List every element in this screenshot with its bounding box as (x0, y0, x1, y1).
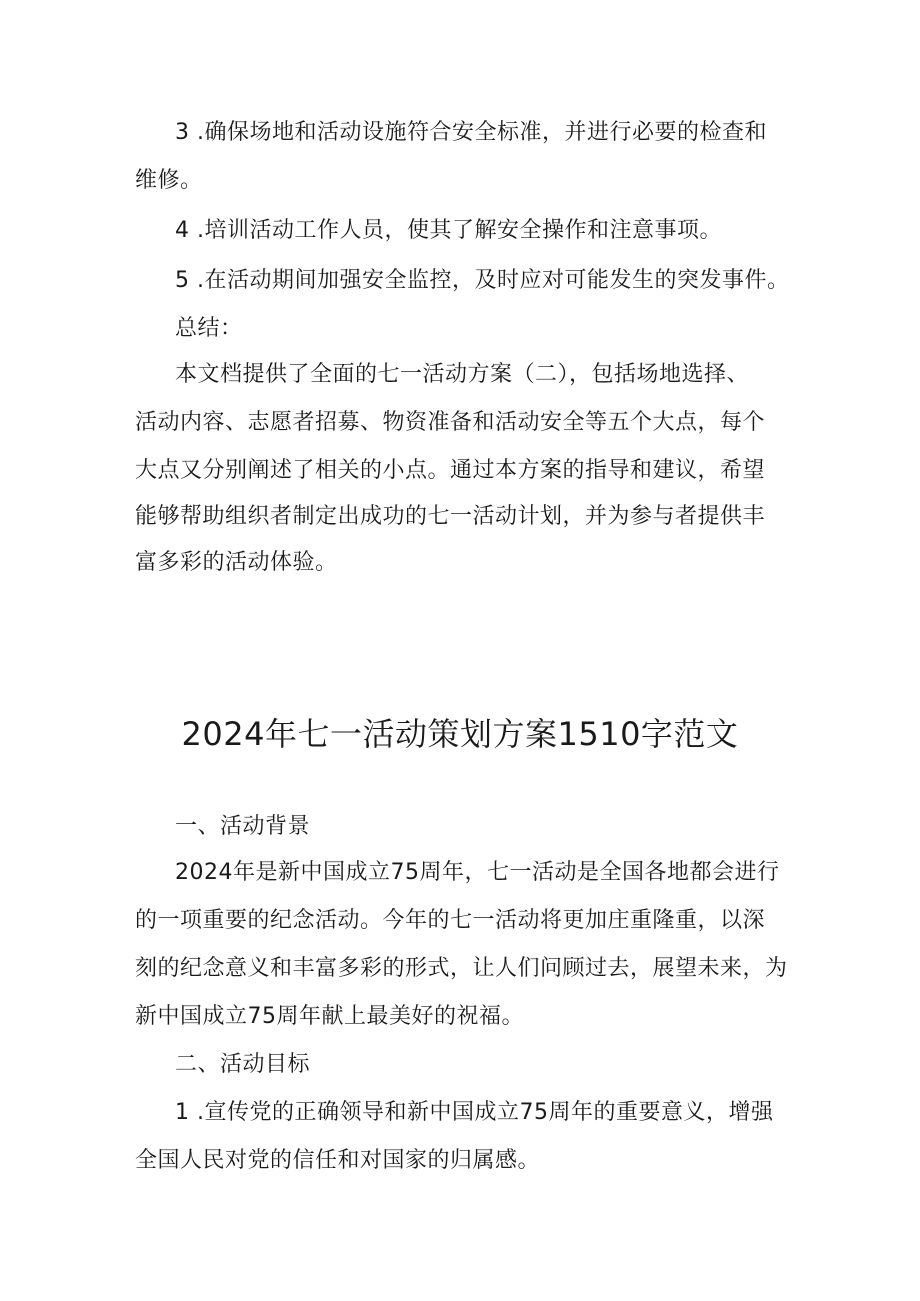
section-1-heading: 一、活动背景 (175, 814, 311, 839)
section-2-heading: 二、活动目标 (175, 1052, 311, 1077)
section-1-line-3: 刻的纪念意义和丰富多彩的形式，让人们问顾过去，展望未来，为 (135, 956, 788, 981)
summary-heading: 总结： (175, 316, 243, 341)
section-1-line-1: 2024年是新中国成立75周年，七一活动是全国各地都会进行 (175, 860, 780, 885)
item-3-line-2: 维修。 (135, 168, 203, 193)
item-5: 5 .在活动期间加强安全监控，及时应对可能发生的突发事件。 (175, 268, 790, 293)
goal-1-line-1: 1 .宣传党的正确领导和新中国成立75周年的重要意义，增强 (175, 1100, 774, 1125)
section-1-line-4: 新中国成立75周年献上最美好的祝福。 (135, 1004, 524, 1029)
section-1-line-2: 的一项重要的纪念活动。今年的七一活动将更加庄重隆重，以深 (135, 908, 766, 933)
item-3-line-1: 3 .确保场地和活动设施符合安全标准，并进行必要的检查和 (175, 120, 767, 145)
summary-line-5: 富多彩的活动体验。 (135, 550, 338, 575)
summary-line-3: 大点又分别阐述了相关的小点。通过本方案的指导和建议，希望 (135, 458, 766, 483)
goal-1-line-2: 全国人民对党的信任和对国家的归属感。 (135, 1148, 541, 1173)
summary-line-4: 能够帮助组织者制定出成功的七一活动计划，并为参与者提供丰 (135, 504, 766, 529)
summary-line-1: 本文档提供了全面的七一活动方案（二），包括场地选择、 (175, 362, 750, 387)
article-title: 2024年七一活动策划方案1510字范文 (181, 715, 739, 753)
summary-line-2: 活动内容、志愿者招募、物资准备和活动安全等五个大点，每个 (135, 410, 766, 435)
item-4: 4 .培训活动工作人员，使其了解安全操作和注意事项。 (175, 218, 722, 243)
